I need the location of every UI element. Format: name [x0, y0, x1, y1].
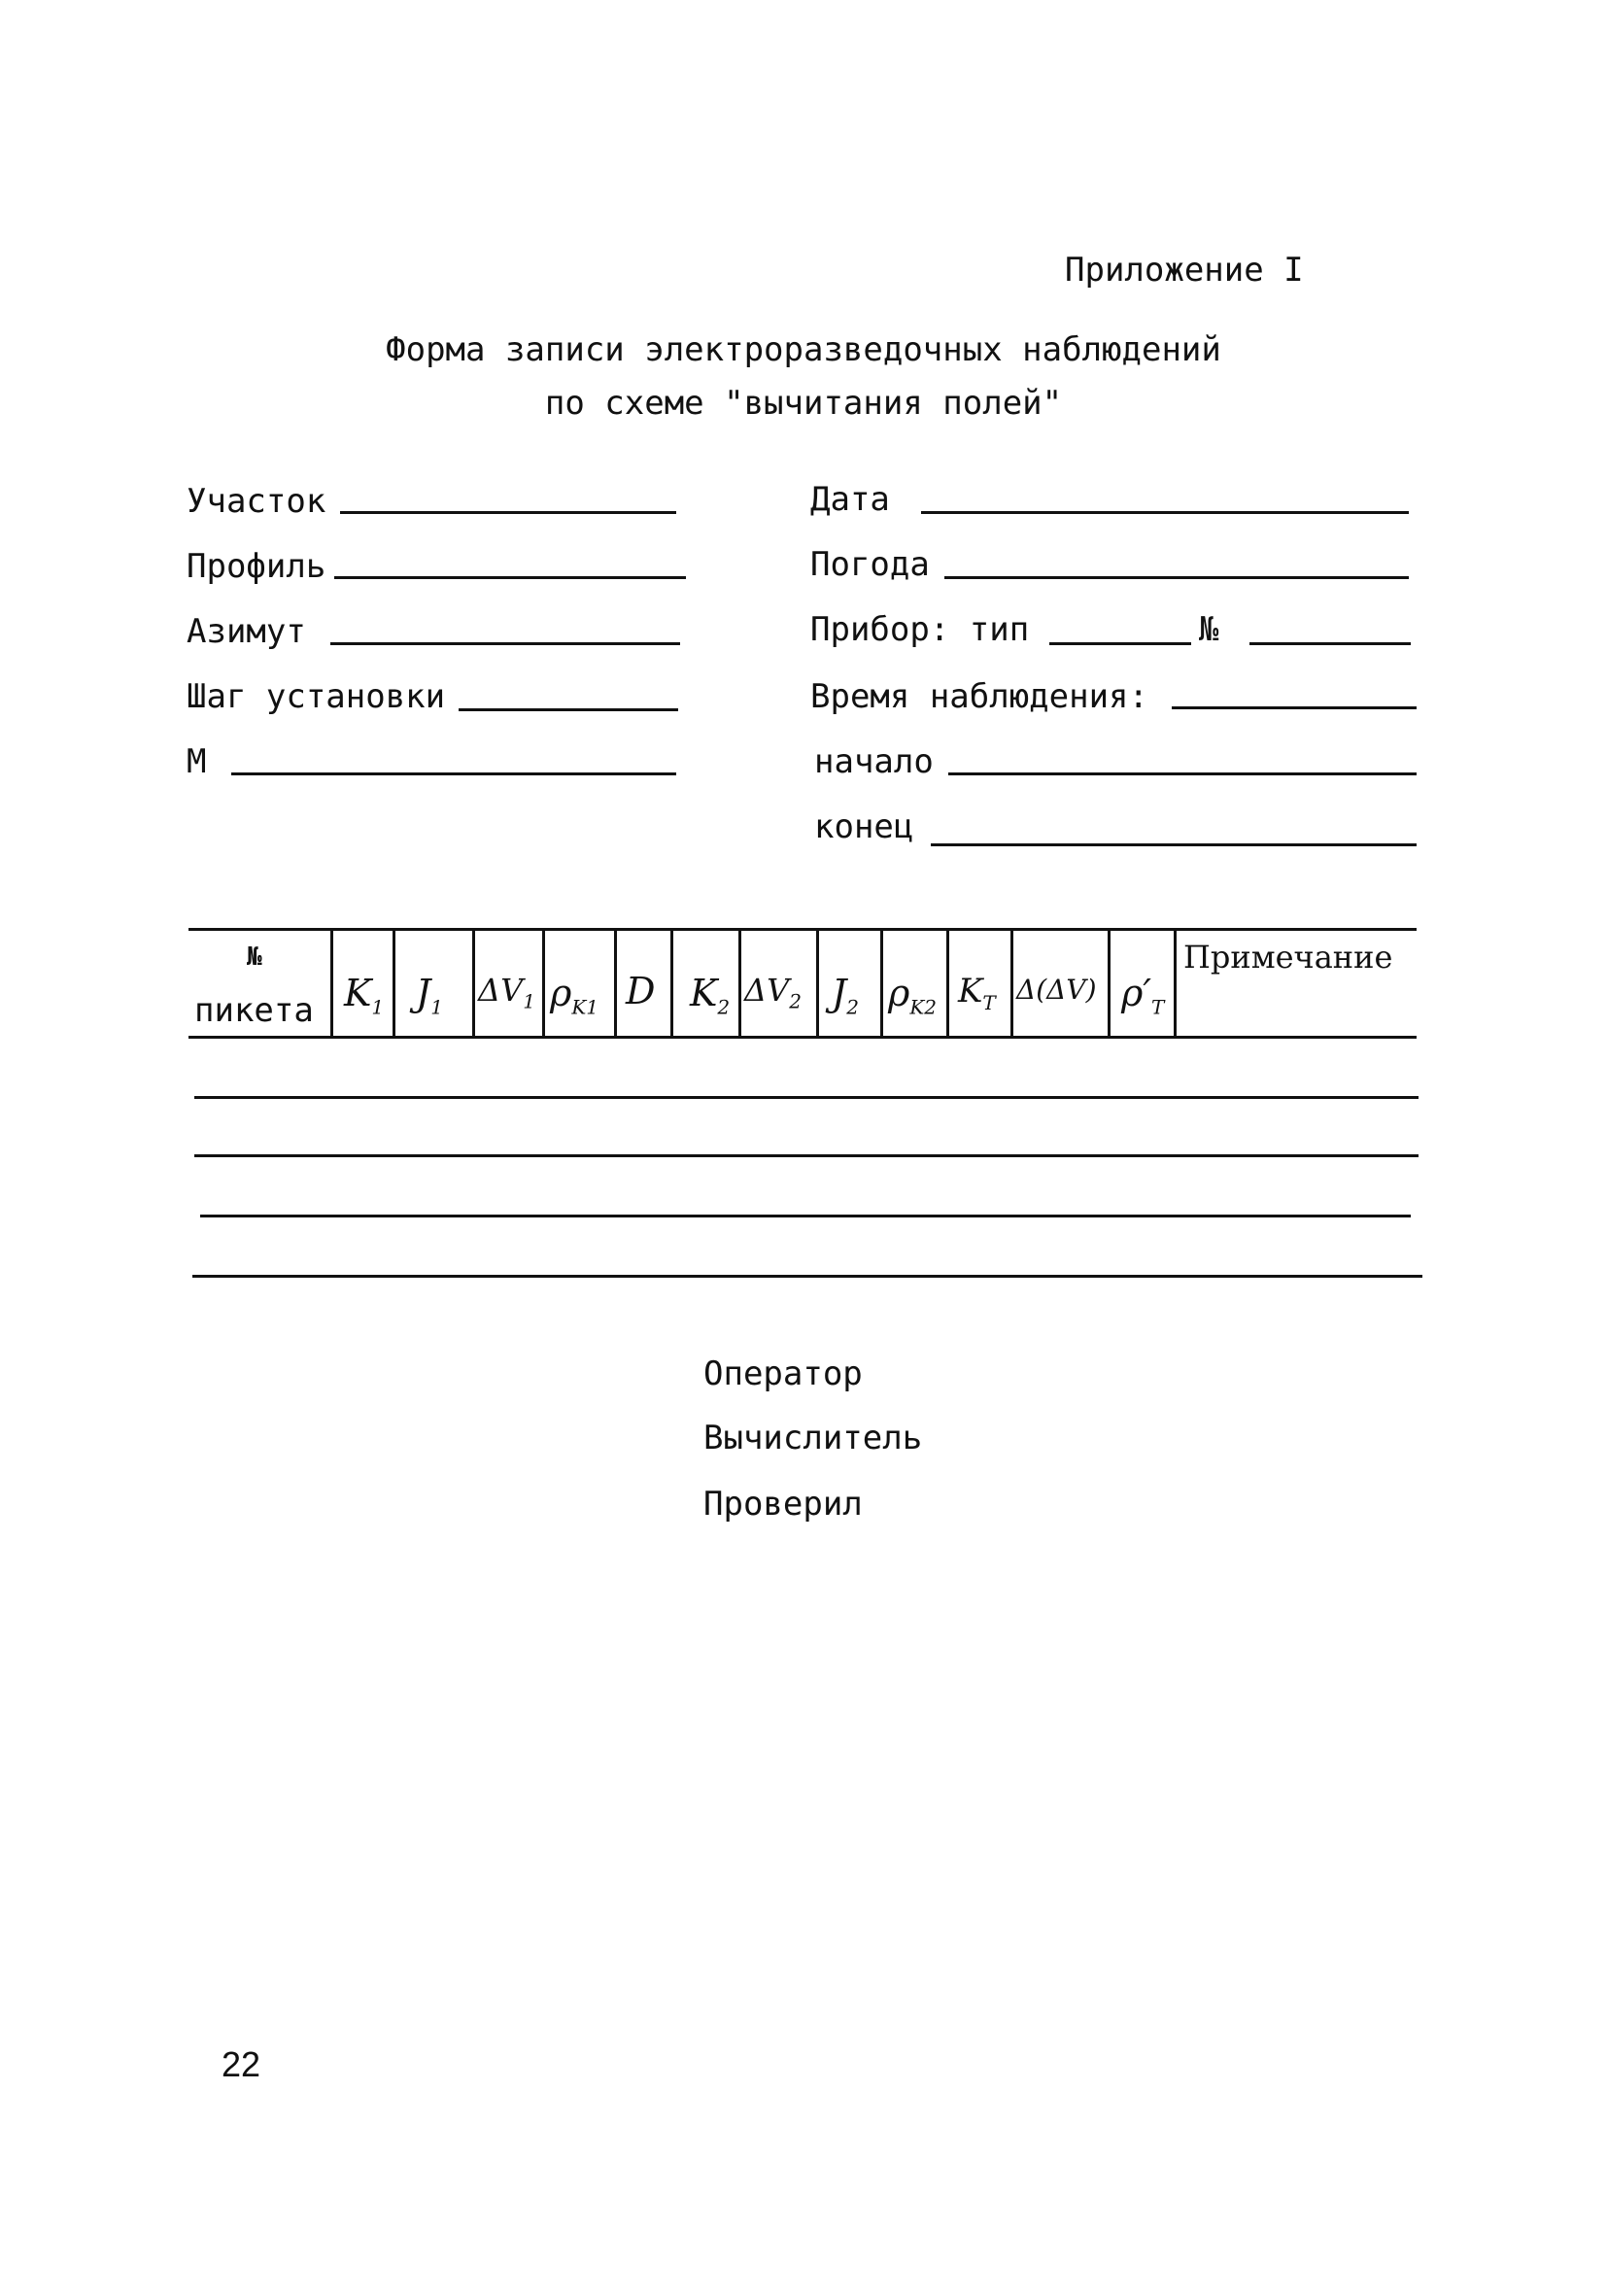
signature-operator: Оператор [703, 1354, 863, 1393]
table-row-line[interactable] [192, 1275, 1422, 1278]
col-sep [1010, 931, 1013, 1038]
field-line-azimuth[interactable] [330, 642, 680, 645]
field-label-azimuth: Азимут [187, 612, 306, 651]
page-number: 22 [222, 2044, 261, 2084]
field-line-profile[interactable] [334, 576, 686, 579]
header-d-dv: Δ(ΔV) [1016, 974, 1097, 1006]
field-line-date[interactable] [921, 511, 1409, 514]
field-line-device-type[interactable] [1049, 642, 1191, 645]
header-d: D [626, 970, 656, 1012]
col-sep [816, 931, 819, 1038]
table-header-bottom-border [188, 1036, 1417, 1039]
col-sep [738, 931, 741, 1038]
col-sep [670, 931, 673, 1038]
header-kt: $K_T$ [958, 972, 996, 1014]
col-sep [393, 931, 395, 1038]
col-sep [472, 931, 475, 1038]
field-label-obs-time: Время наблюдения: [810, 677, 1148, 716]
header-dv1: $\Delta V_1$ [478, 972, 535, 1013]
col-sep [880, 931, 883, 1038]
col-sep [330, 931, 333, 1038]
field-line-plot[interactable] [340, 511, 676, 514]
field-line-start[interactable] [948, 772, 1417, 775]
field-label-profile: Профиль [187, 547, 326, 586]
col-sep [542, 931, 545, 1038]
col-sep [614, 931, 617, 1038]
field-label-start: начало [814, 742, 934, 781]
appendix-label: Приложение I [1065, 251, 1304, 290]
header-k2: $K_2$ [690, 972, 731, 1019]
field-label-plot: Участок [187, 482, 326, 521]
field-label-device-no: № [1199, 610, 1219, 649]
header-dv2: $\Delta V_2$ [744, 972, 802, 1013]
table-row-line[interactable] [200, 1215, 1411, 1217]
table-top-border [188, 928, 1417, 931]
header-rho-k1: $\rho_{K1}$ [550, 972, 599, 1019]
table-row-line[interactable] [194, 1154, 1419, 1157]
header-j1: $J_1$ [416, 972, 443, 1019]
signature-checked: Проверил [703, 1485, 863, 1524]
header-picket: пикета [194, 991, 314, 1030]
header-picket-no: № [247, 942, 262, 972]
header-rho-k2: $\rho_{K2}$ [888, 972, 938, 1019]
signature-calculator: Вычислитель [703, 1419, 923, 1457]
table-row-line[interactable] [194, 1096, 1419, 1099]
col-sep [1108, 931, 1111, 1038]
field-line-end[interactable] [931, 843, 1417, 846]
field-label-step: Шаг установки [187, 677, 446, 716]
field-label-device-type: Прибор: тип [810, 610, 1030, 649]
field-line-m[interactable] [231, 772, 676, 775]
field-line-obs-time[interactable] [1172, 706, 1417, 709]
field-label-end: конец [814, 807, 914, 846]
field-label-m: М [187, 742, 207, 781]
col-sep [1174, 931, 1177, 1038]
form-title-line1: Форма записи электроразведочных наблюдений [386, 330, 1221, 369]
header-rho-t: $\rho'_T$ [1121, 972, 1165, 1019]
field-line-device-no[interactable] [1249, 642, 1411, 645]
header-j2: $J_2$ [832, 972, 859, 1019]
field-line-weather[interactable] [944, 576, 1409, 579]
field-line-step[interactable] [459, 708, 678, 711]
header-note: Примечание [1183, 939, 1393, 976]
header-k1: $K_1$ [344, 972, 385, 1019]
col-sep [946, 931, 949, 1038]
field-label-date: Дата [810, 480, 890, 519]
field-label-weather: Погода [810, 545, 930, 584]
form-title-line2: по схеме "вычитания полей" [544, 384, 1063, 423]
